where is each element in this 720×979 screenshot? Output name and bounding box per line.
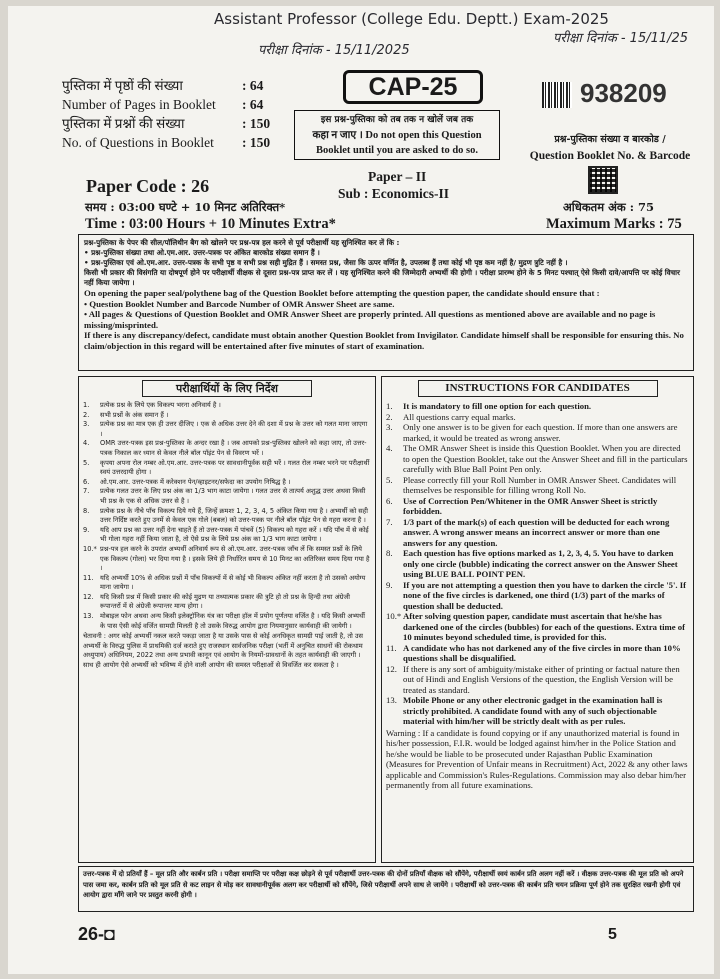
- instruction-item: 12. If there is any sort of ambiguity/mistake either of printing or factual nature then out of Hindi and English Versions of the question, the English Version will be treated as standard.: [386, 663, 680, 695]
- booklet-number: 938209: [580, 78, 667, 108]
- pre-exam-check-box: [78, 234, 694, 371]
- meta-value: : 150: [242, 116, 271, 131]
- meta-value: : 150: [242, 135, 271, 150]
- info-hindi-line: • प्रश्न-पुस्तिका संख्या तथा ओ.एम.आर. उत्तर-पत्रक पर अंकित बारकोड संख्या समान हैं ।: [84, 248, 320, 257]
- meta-label: No. of Questions in Booklet: [62, 135, 214, 150]
- paper-number: Paper – II: [368, 169, 427, 184]
- info-hindi-line: प्रश्न-पुस्तिका के पेपर की सील/पॉलिथीन बैग को खोलने पर प्रश्न-पत्र हल करने से पूर्व परीक्षार्थी यह सुनिश्चित कर लें कि :: [84, 238, 400, 247]
- english-instructions-title: INSTRUCTIONS FOR CANDIDATES: [418, 380, 658, 397]
- qr-code-icon: [588, 166, 618, 194]
- instruction-item: 2. सभी प्रश्नों के अंक समान हैं ।: [83, 410, 169, 419]
- instruction-item: 8. प्रत्येक प्रश्न के नीचे पाँच विकल्प दिये गये हैं, जिन्हें क्रमशः 1, 2, 3, 4, 5 अंकित किया गया है । अभ्यर्थी को सही उत्तर निर्दिष्ट करते हुए उनमें से केवल एक गोले (बबल) को उत्तर-पत्रक पर नीले बॉल पॉइंट पेन से गहरा करना है ।: [83, 506, 368, 525]
- instruction-item: 9. If you are not attempting a question then you have to darken the circle '5'. If none of the five circles is darkened, one third (1/3) part of the marks of question shall be deducted.: [386, 579, 686, 611]
- max-marks-english: Maximum Marks : 75: [546, 216, 682, 232]
- hindi-instructions-title: परीक्षार्थियों के लिए निर्देश: [142, 380, 312, 397]
- time-hindi: समय : 03:00 घण्टे + 10 मिनट अतिरिक्त*: [85, 200, 286, 214]
- notice-line-hindi: इस प्रश्न-पुस्तिका को तब तक न खोलें जब तक: [320, 115, 474, 125]
- instruction-item: 3. प्रत्येक प्रश्न का मात्र एक ही उत्तर दीजिए । एक से अधिक उत्तर देने की दशा में प्रश्न के उत्तर को गलत माना जाएगा ।: [83, 420, 368, 438]
- instruction-item: 9. यदि आप प्रश्न का उत्तर नहीं देना चाहते हैं तो उत्तर-पत्रक में पांचवें (5) विकल्प को गहरा करें । यदि पाँच में से कोई भी गोला गहरा नहीं किया जाता है, तो ऐसे प्रश्न के लिये प्रश्न अंक का 1/3 भाग काटा जायेगा ।: [83, 525, 369, 544]
- meta-row: [62, 114, 282, 133]
- notice-line-mixed: कहा न जाए । Do not open this Question: [312, 130, 482, 141]
- instruction-item: 4. OMR उत्तर-पत्रक इस प्रश्न-पुस्तिका के अन्दर रखा है । जब आपको प्रश्न-पुस्तिका खोलने को कहा जाए, तो उत्तर-पत्रक निकाल कर ध्यान से केवल नीले बॉल पॉइंट पेन से विवरण भरें ।: [83, 439, 367, 457]
- time-english: Time : 03:00 Hours + 10 Minutes Extra*: [85, 216, 336, 232]
- instruction-item: 7. 1/3 part of the mark(s) of each question will be deducted for each wrong answer. A wrong answer means an incorrect answer or more than one answers for any question.: [386, 516, 670, 548]
- instruction-item: 6. Use of Correction Pen/Whitener in the OMR Answer Sheet is strictly forbidden.: [386, 495, 658, 516]
- instruction-item: 2. All questions carry equal marks.: [386, 411, 516, 422]
- instruction-item: 3. Only one answer is to be given for each question. If more than one answers are marked, it would be treated as wrong answer.: [386, 422, 678, 443]
- meta-value: : 64: [242, 78, 264, 93]
- max-marks-hindi: अधिकतम अंक : 75: [563, 200, 654, 214]
- instruction-item: 11. यदि अभ्यर्थी 10% से अधिक प्रश्नों में पाँच विकल्पों में से कोई भी विकल्प अंकित नहीं करता है तो उसको अयोग्य माना जायेगा ।: [83, 573, 366, 592]
- meta-row: [62, 76, 282, 95]
- barcode-icon: [542, 82, 572, 108]
- info-english-line: • Question Booklet Number and Barcode Number of OMR Answer Sheet are same.: [84, 298, 395, 309]
- info-english-line: If there is any discrepancy/defect, candidate must obtain another Question Booklet from Invigilator. Candidate himself shall be responsible for ensuring this. No claim/objection in this regard will be entertained after five minutes of start of examination.: [84, 330, 684, 351]
- instruction-item: 7. प्रत्येक गलत उत्तर के लिए प्रश्न अंक का 1/3 भाग काटा जायेगा । गलत उत्तर से तात्पर्य अशुद्ध उत्तर अथवा किसी भी प्रश्न के एक से अधिक उत्तर से है ।: [83, 487, 366, 505]
- instruction-item: 4. The OMR Answer Sheet is inside this Question Booklet. When you are directed to open the Question Booklet, take out the Answer Sheet and fill in the particulars carefully with Blue Ball Point Pen only.: [386, 443, 688, 474]
- question-booklet-cover: [8, 6, 714, 974]
- meta-label: पुस्तिका में प्रश्नों की संख्या: [62, 116, 185, 131]
- cap-code-box: CAP-25: [343, 70, 483, 104]
- info-hindi-line: किसी भी प्रकार की विसंगति या दोषपूर्ण होने पर परीक्षार्थी वीक्षक से दूसरा प्रश्न-पत्र प्राप्त कर लें । यह सुनिश्चित करने की जिम्मेदारी अभ्यर्थी की होगी । परीक्षा प्रारम्भ होने के 5 मिनट पश्चात् ऐसे किसी दावे/आपत्ति पर कोई विचार नहीं किया जायेगा ।: [84, 268, 680, 287]
- handwritten-exam-name: Assistant Professor (College Edu. Deptt.) Exam-2025: [214, 10, 609, 28]
- hindi-warning: चेतावनी : अगर कोई अभ्यर्थी नकल करते पकड़ा जाता है या उसके पास से कोई अनधिकृत सामग्री पाई जाती है, तो उस अभ्यर्थी के विरुद्ध पुलिस में प्राथमिकी दर्ज कराते हुए राजस्थान सार्वजनिक परीक्षा (भर्ती में अनुचित साधनों की रोकथाम अध्युपाय) अधिनियम, 2022 तथा अन्य प्रभावी कानून एवं आयोग के नियमों-प्रावधानों के तहत कार्यवाही की जाएगी । साथ ही आयोग ऐसे अभ्यर्थी को भविष्य में होने वाली आयोग की समस्त परीक्षाओं से विवर्जित कर सकता है ।: [83, 632, 363, 670]
- instruction-item: 5. कृपया अपना रोल नम्बर ओ.एम.आर. उत्तर-पत्रक पर सावधानीपूर्वक सही भरें । गलत रोल नम्बर भरने पर परीक्षार्थी स्वयं उत्तरदायी होगा ।: [83, 458, 370, 477]
- meta-value: : 64: [242, 97, 264, 112]
- booklet-label-hindi: प्रश्न-पुस्तिका संख्या व बारकोड /: [554, 134, 666, 145]
- instruction-item: 1. प्रत्येक प्रश्न के लिये एक विकल्प भरना अनिवार्य है ।: [83, 401, 221, 409]
- paper-code: Paper Code : 26: [86, 176, 210, 196]
- info-english-line: On opening the paper seal/polythene bag of the Question Booklet before attempting the question paper, the candidate should ensure that :: [84, 288, 600, 298]
- english-warning: Warning : If a candidate is found copying or if any unauthorized material is found in his/her possession, F.I.R. would be lodged against him/her in the Police Station and he/she would be liable to be prosecuted under Rajasthan Public Examination (Measures for Prevention of Unfair means in Recruitment) Act, 2022 & any other laws applicable and Commission's Rules-Regulations. Commission may also debar him/her permanently from all future examinations.: [386, 727, 688, 790]
- instruction-item: 11. A candidate who has not darkened any of the five circles in more than 10% questions shall be disqualified.: [386, 642, 681, 663]
- answer-sheet-copy-note: उत्तर-पत्रक में दो प्रतियाँ हैं – मूल प्रति और कार्बन प्रति । परीक्षा समाप्ति पर परीक्षा कक्ष छोड़ने से पूर्व परीक्षार्थी उत्तर-पत्रक की दोनों प्रतियाँ वीक्षक को सौंपेंगे, परीक्षार्थी स्वयं कार्बन प्रति अलग नहीं करें । वीक्षक उत्तर-पत्रक की मूल प्रति को अपने पास जमा कर, कार्बन प्रति को मूल प्रति से कट लाइन से मोड़ कर सावधानीपूर्वक अलग कर परीक्षार्थी को सौंपेंगे, जिसे परीक्षार्थी अपने साथ ले जायेंगे । परीक्षार्थी को उत्तर-पत्रक की कार्बन प्रति चयन प्रक्रिया पूर्ण होने तक सुरक्षित रखनी होगी एवं आयोग द्वारा माँगे जाने पर प्रस्तुत करनी होगी ।: [78, 866, 694, 912]
- instruction-item: 10.* After solving question paper, candidate must ascertain that he/she has darkened one of the circles (bubbles) for each of the questions. Extra time of 10 minutes beyond scheduled time, is provided for this.: [386, 611, 685, 642]
- info-english-line: • All pages & Questions of Question Booklet and OMR Answer Sheet are properly printed. All questions as mentioned above are available and no page is missing/misprinted.: [84, 309, 656, 330]
- instruction-item: 12. यदि किसी प्रश्न में किसी प्रकार की कोई मुद्रण या तथ्यात्मक प्रकार की त्रुटि हो तो प्रश्न के हिन्दी तथा अंग्रेजी रूपान्तरों में से अंग्रेजी रूपान्तर मान्य होगा ।: [83, 592, 350, 611]
- meta-label: Number of Pages in Booklet: [62, 97, 216, 112]
- subject: Sub : Economics-II: [338, 186, 450, 201]
- notice-line-english: Booklet until you are asked to do so.: [316, 145, 478, 156]
- page-number: 5: [608, 926, 617, 943]
- meta-row: [62, 95, 282, 114]
- instruction-item: 6. ओ.एम.आर. उत्तर-पत्रक में करेक्शन पेन/व्हाइटनर/सफेदा का उपयोग निषिद्ध है ।: [83, 477, 291, 486]
- meta-label: पुस्तिका में पृष्ठों की संख्या: [62, 78, 183, 93]
- handwritten-date-left: परीक्षा दिनांक - 15/11/2025: [258, 43, 410, 58]
- instruction-item: 5. Please correctly fill your Roll Number in OMR Answer Sheet. Candidates will themselves be responsible for filling wrong Roll No.: [386, 474, 677, 495]
- instruction-item: 13. मोबाइल फोन अथवा अन्य किसी इलेक्ट्रॉनिक यंत्र का परीक्षा हॉल में प्रयोग पूर्णतया वर्जित है । यदि किसी अभ्यर्थी के पास ऐसी कोई वर्जित सामग्री मिलती है तो उसके विरुद्ध आयोग द्वारा नियमानुसार कार्यवाही की जायेगी ।: [83, 612, 365, 630]
- english-instructions: [381, 376, 694, 863]
- info-hindi-line: • प्रश्न-पुस्तिका एवं ओ.एम.आर. उत्तर-पत्रक के सभी पृष्ठ व सभी प्रश्न सही मुद्रित हैं । समस्त प्रश्न, जैसा कि ऊपर वर्णित है, उपलब्ध हैं तथा कोई भी पृष्ठ कम नहीं है/ मुद्रण त्रुटि नहीं है ।: [84, 258, 568, 267]
- instruction-item: 13. Mobile Phone or any other electronic gadget in the examination hall is strictly prohibited. A candidate found with any of such objectionable material with him/her will be strictly dealt with as per rules.: [386, 695, 663, 726]
- instruction-item: 10.* प्रश्न-पत्र हल करने के उपरांत अभ्यर्थी अनिवार्य रूप से ओ.एम.आर. उत्तर-पत्रक जाँच लें कि समस्त प्रश्नों के लिये एक विकल्प (गोला) भर दिया गया है । इसके लिये ही निर्धारित समय से 10 मिनट का अतिरिक्त समय दिया गया है ।: [83, 544, 370, 573]
- hindi-instructions: [78, 376, 376, 863]
- instruction-item: 1. It is mandatory to fill one option for each question.: [386, 401, 592, 411]
- handwritten-date-right: परीक्षा दिनांक - 15/11/25: [553, 31, 689, 46]
- meta-row: [62, 133, 282, 152]
- booklet-label-english: Question Booklet No. & Barcode: [529, 150, 691, 162]
- footer-paper-code: 26-◘: [78, 924, 115, 944]
- instruction-item: 8. Each question has five options marked as 1, 2, 3, 4, 5. You have to darken only one circle (bubble) indicating the correct answer on the Answer Sheet using BLUE BALL POINT PEN.: [386, 548, 678, 579]
- booklet-meta: [62, 76, 282, 152]
- do-not-open-notice: [294, 110, 500, 160]
- booklet-number-label: [510, 132, 710, 164]
